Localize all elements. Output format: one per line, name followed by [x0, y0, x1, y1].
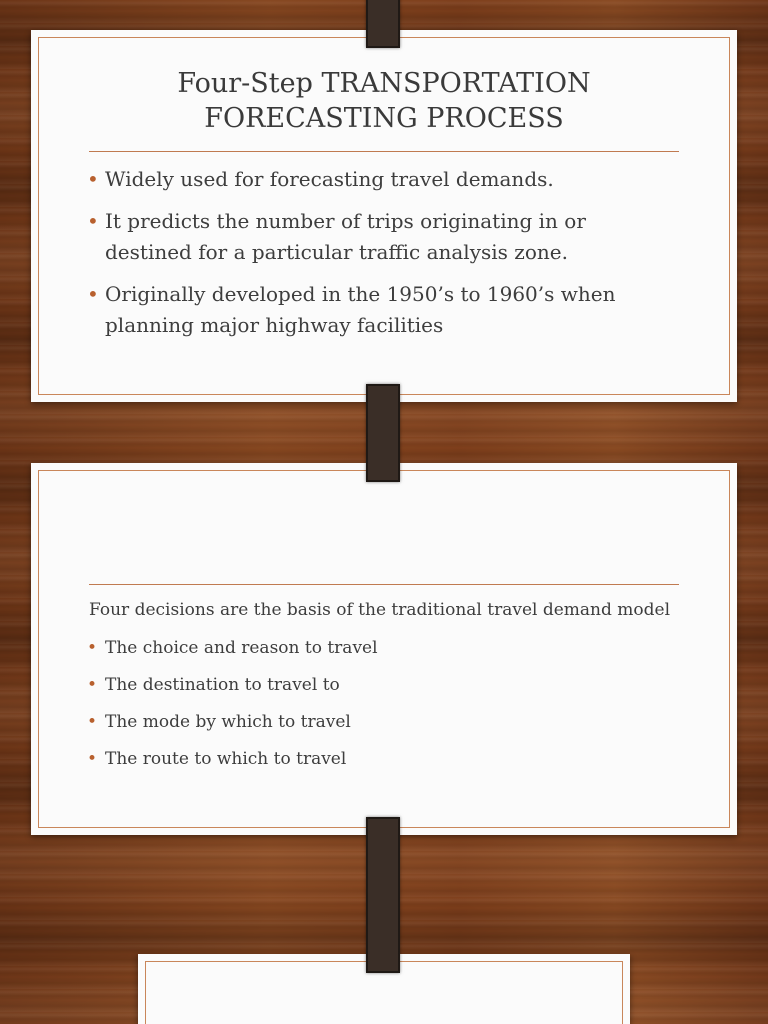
- title-divider: [89, 584, 679, 585]
- slide-card-2: [31, 463, 737, 835]
- list-item: • It predicts the number of trips originating in or destined for a particular traffic analysis zone.: [87, 206, 677, 268]
- list-item: • The choice and reason to travel: [87, 638, 378, 658]
- bullet-list: [87, 636, 677, 784]
- bullet-icon: •: [87, 638, 98, 658]
- slide-title-line-1: Four-Step TRANSPORTATION: [177, 68, 591, 99]
- bullet-icon: •: [87, 167, 99, 191]
- list-item: • Widely used for forecasting travel demands.: [87, 164, 677, 195]
- bullet-icon: •: [87, 749, 98, 769]
- bullet-icon: •: [87, 282, 99, 306]
- bullet-list: [87, 164, 677, 352]
- bullet-icon: •: [87, 675, 98, 695]
- list-item: • The route to which to travel: [87, 749, 347, 769]
- list-item: • The destination to travel to: [87, 675, 340, 695]
- slide-card-1: [31, 30, 737, 402]
- list-item: • The mode by which to travel: [87, 712, 351, 732]
- clip-top: [366, 0, 400, 48]
- title-divider: [89, 151, 679, 152]
- bullet-icon: •: [87, 712, 98, 732]
- clip-connector-1: [366, 384, 400, 482]
- slide-title-line-2: FORECASTING PROCESS: [204, 103, 564, 134]
- clip-connector-2: [366, 817, 400, 973]
- list-item: • Originally developed in the 1950’s to 1960’s when planning major highway facilities: [87, 279, 677, 341]
- slide-intro-text: Four decisions are the basis of the traditional travel demand model: [89, 600, 671, 620]
- bullet-icon: •: [87, 209, 99, 233]
- slide-title: [31, 66, 737, 136]
